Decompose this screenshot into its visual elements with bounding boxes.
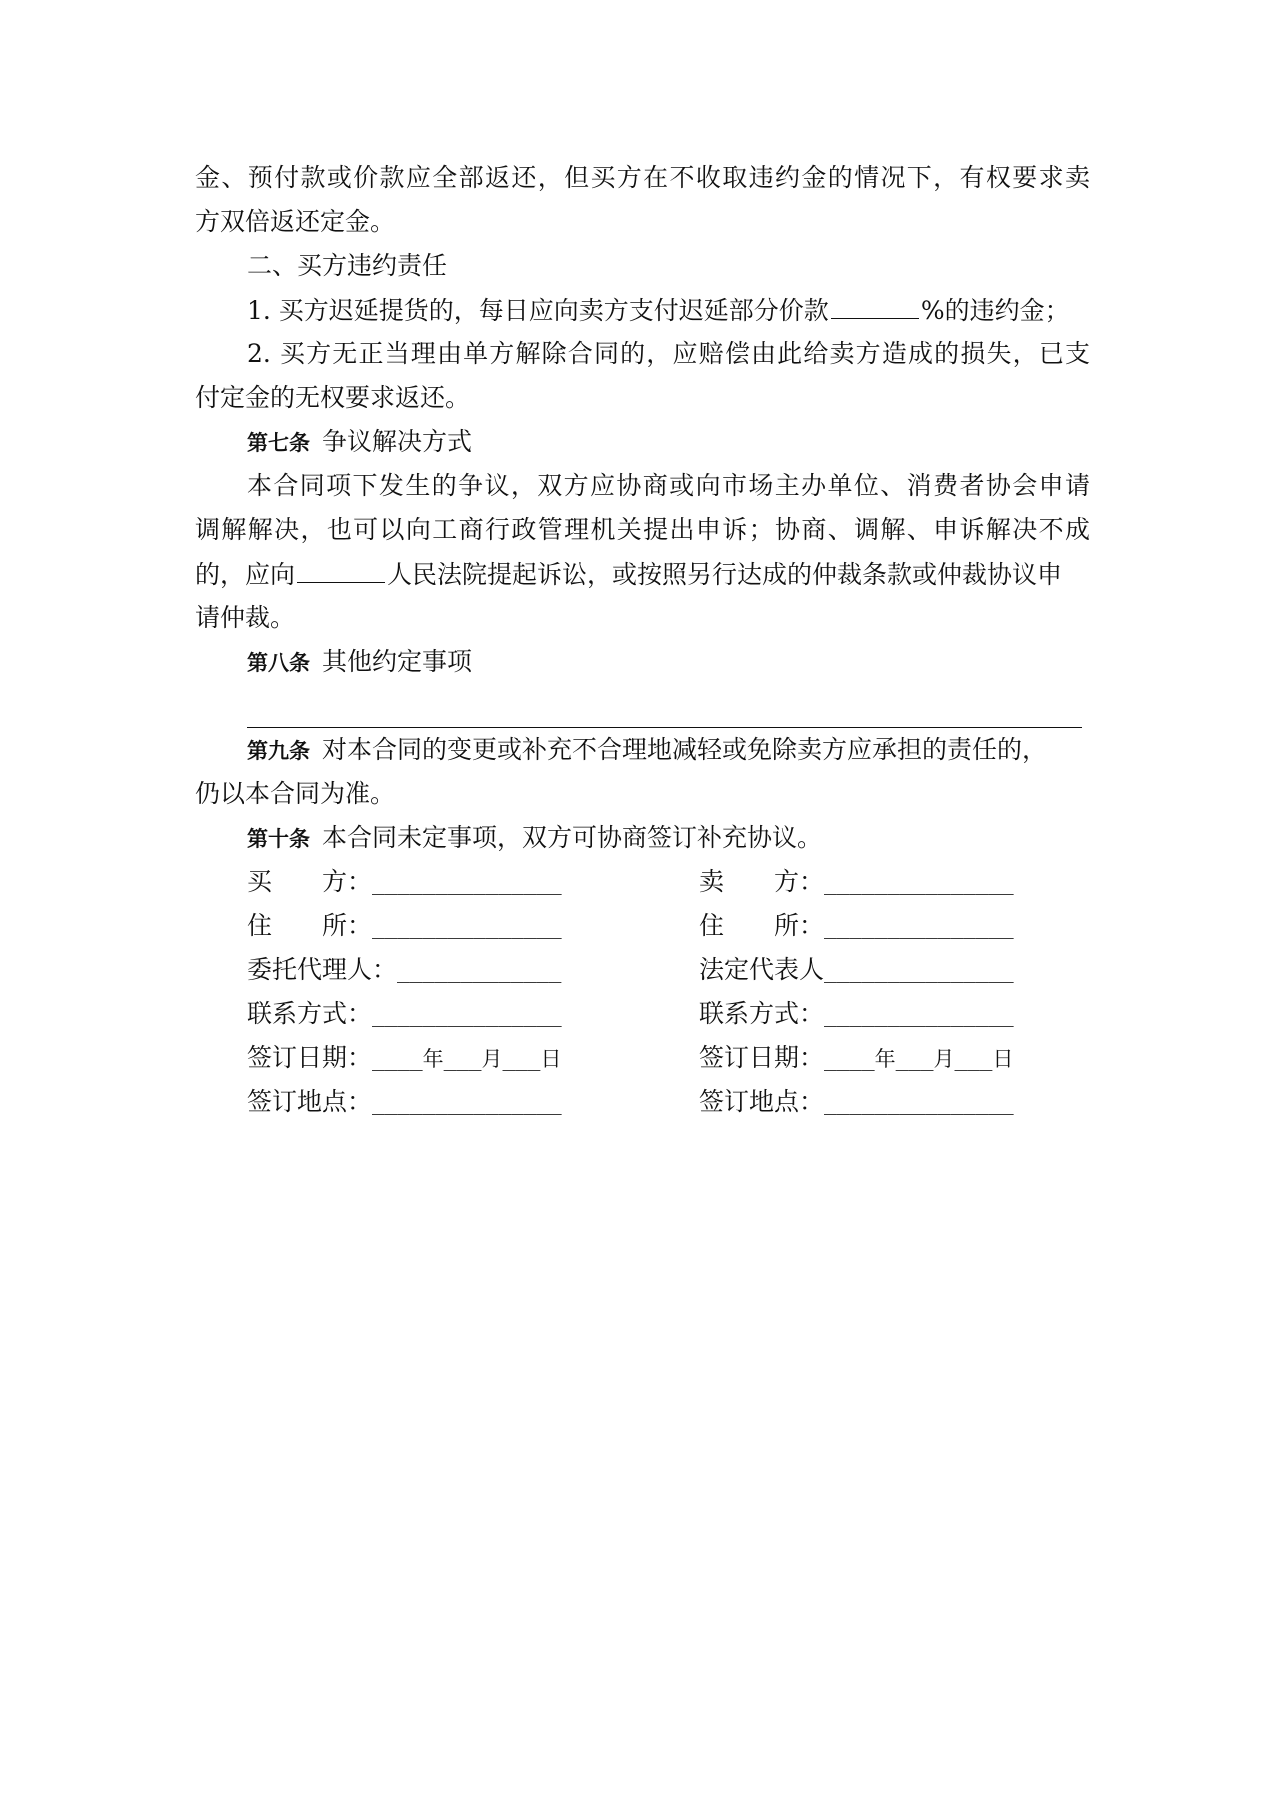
section-heading-buyer-liability: 二、买方违约责任: [247, 251, 448, 280]
signature-row: [195, 992, 1090, 1036]
seller-date-label: 签订日期：: [699, 1043, 825, 1072]
contract-page: [195, 156, 1090, 1124]
article-7-text: 人民法院提起诉讼，或按照另行达成的仲裁条款或仲裁协议申: [387, 560, 1063, 589]
buyer-agent-blank: _____________: [397, 959, 562, 983]
article-7-text: 的，应向: [195, 560, 296, 589]
buyer-place-field: [247, 1080, 562, 1125]
buyer-date-label: 签订日期：: [247, 1043, 373, 1072]
signature-row: [195, 1036, 1090, 1080]
buyer-blank: _______________: [372, 871, 562, 895]
article-8-title: 其他约定事项: [322, 647, 473, 676]
article-7-label: 第七条: [247, 430, 310, 455]
article-7-line: 本合同项下发生的争议，双方应协商或向市场主办单位、消费者协会申请: [247, 471, 1090, 500]
signature-row: [195, 948, 1090, 992]
article-8-heading: [195, 640, 1090, 684]
buyer-liability-item-1: [195, 288, 1090, 332]
article-10-line: [195, 816, 1090, 860]
paragraph-line: 金、预付款或价款应全部返还，但买方在不收取违约金的情况下，有权要求卖: [195, 163, 1090, 192]
seller-blank: _______________: [824, 871, 1014, 895]
seller-place-field: [699, 1080, 1014, 1125]
seller-representative-label: 法定代表人: [699, 955, 825, 984]
article-7-heading: [195, 420, 1090, 464]
paragraph-line: 方双倍返还定金。: [195, 207, 396, 236]
other-terms-blank-line: [247, 684, 1082, 728]
seller-representative-blank: _______________: [824, 959, 1014, 983]
buyer-agent-label: 委托代理人：: [247, 955, 398, 984]
seller-place-blank: _______________: [824, 1091, 1014, 1115]
buyer-agent-field: [247, 948, 561, 993]
article-10-text: 本合同未定事项，双方可协商签订补充协议。: [322, 823, 823, 852]
paragraph-line: 付定金的无权要求返还。: [195, 383, 471, 412]
buyer-liability-item-2: 2. 买方无正当理由单方解除合同的，应赔偿由此给卖方造成的损失，已支: [247, 339, 1090, 368]
buyer-place-label: 签订地点：: [247, 1087, 373, 1116]
article-9-line: 仍以本合同为准。: [195, 779, 396, 808]
article-7-line: [195, 552, 1090, 596]
article-7-title: 争议解决方式: [322, 427, 473, 456]
article-9-label: 第九条: [247, 738, 310, 763]
seller-representative-field: [699, 948, 1014, 993]
buyer-date-blank: ____年___月___日: [372, 1047, 562, 1071]
buyer-place-blank: _______________: [372, 1091, 562, 1115]
signature-row: [195, 860, 1090, 904]
article-10-label: 第十条: [247, 826, 310, 851]
signature-row: [195, 904, 1090, 948]
article-9-text: 对本合同的变更或补充不合理地减轻或免除卖方应承担的责任的，: [322, 735, 1048, 764]
article-9-line: [195, 728, 1090, 772]
item1-text: 1. 买方迟延提货的，每日应向卖方支付迟延部分价款: [247, 296, 829, 325]
buyer-date-field: [247, 1036, 561, 1081]
seller-contact-blank: _______________: [824, 1003, 1014, 1027]
court-name-blank: [297, 552, 385, 583]
item1-suffix: %的违约金；: [920, 296, 1070, 325]
seller-contact-field: [699, 992, 1014, 1037]
article-8-label: 第八条: [247, 650, 310, 675]
seller-date-field: [699, 1036, 1013, 1081]
seller-place-label: 签订地点：: [699, 1087, 825, 1116]
buyer-address-field: [247, 904, 562, 949]
buyer-contact-blank: _______________: [372, 1003, 562, 1027]
signature-row: [195, 1080, 1090, 1124]
seller-contact-label: 联系方式：: [699, 999, 825, 1028]
buyer-contact-field: [247, 992, 562, 1037]
seller-field: [699, 860, 1014, 905]
buyer-address-blank: _______________: [372, 915, 562, 939]
penalty-rate-blank: [831, 288, 919, 319]
buyer-contact-label: 联系方式：: [247, 999, 373, 1028]
seller-address-label: 住 所：: [699, 911, 825, 940]
buyer-address-label: 住 所：: [247, 911, 373, 940]
article-7-line: 调解解决，也可以向工商行政管理机关提出申诉；协商、调解、申诉解决不成: [195, 515, 1090, 544]
article-7-line: 请仲裁。: [195, 603, 296, 632]
seller-date-blank: ____年___月___日: [824, 1047, 1014, 1071]
seller-address-field: [699, 904, 1014, 949]
buyer-label: 买 方：: [247, 867, 373, 896]
seller-address-blank: _______________: [824, 915, 1014, 939]
buyer-field: [247, 860, 562, 905]
seller-label: 卖 方：: [699, 867, 825, 896]
